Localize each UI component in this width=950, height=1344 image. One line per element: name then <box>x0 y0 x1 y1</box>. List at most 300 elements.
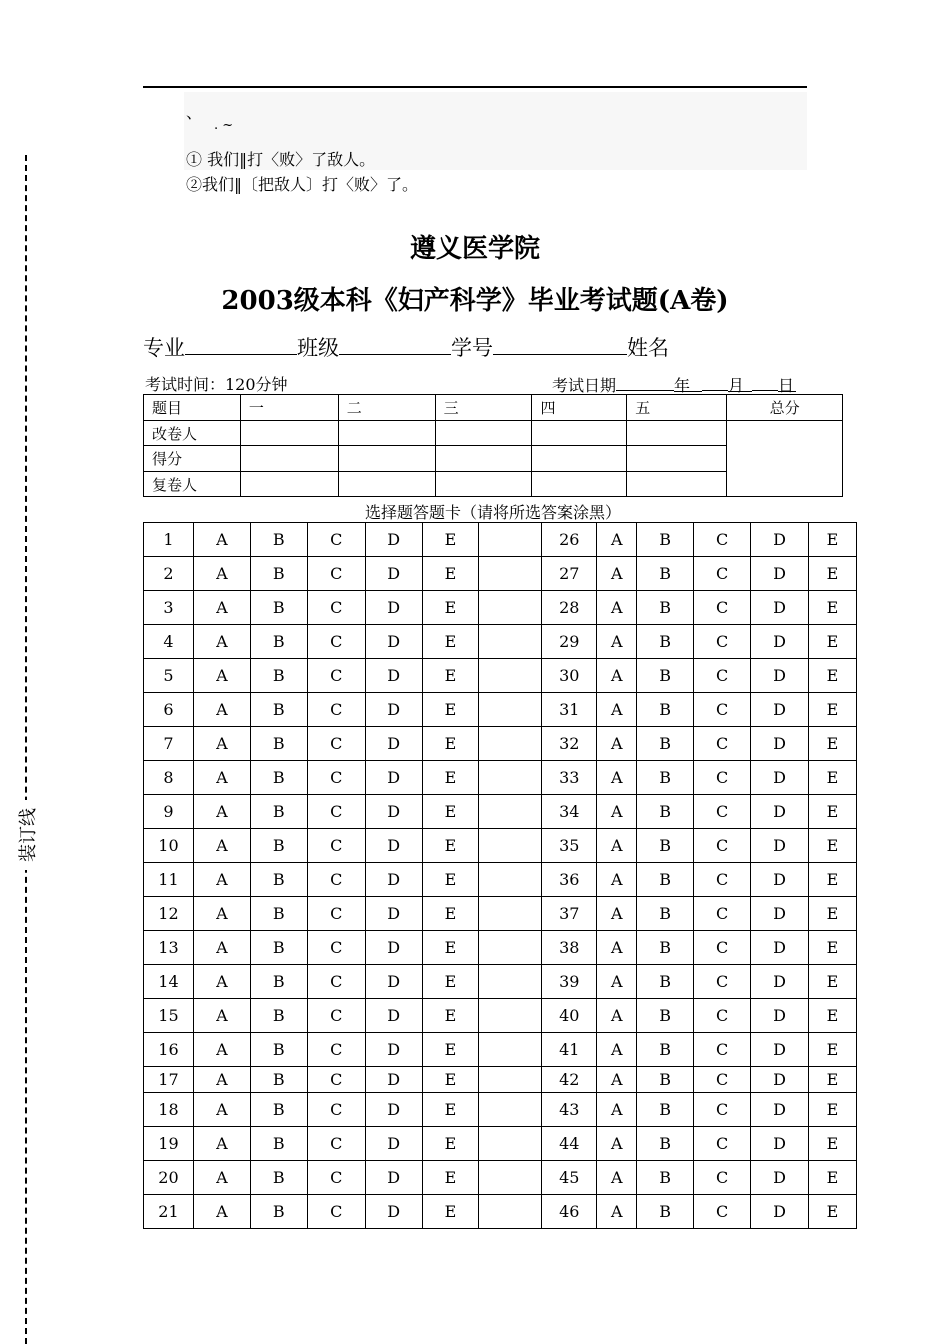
major-field[interactable] <box>185 332 297 355</box>
answer-option[interactable]: B <box>637 591 694 625</box>
answer-option[interactable]: C <box>307 897 365 931</box>
answer-option[interactable]: B <box>637 523 694 557</box>
score-cell[interactable] <box>240 421 338 446</box>
score-cell[interactable] <box>532 472 627 497</box>
answer-option[interactable]: C <box>694 1127 751 1161</box>
answer-option[interactable]: E <box>422 1161 479 1195</box>
score-cell[interactable] <box>435 421 532 446</box>
name-label: 姓名 <box>627 336 669 360</box>
question-number: 8 <box>144 761 194 795</box>
answer-option[interactable]: B <box>250 999 307 1033</box>
answer-option[interactable]: C <box>307 659 365 693</box>
answer-option[interactable]: E <box>422 1033 479 1067</box>
answer-option[interactable]: D <box>365 761 422 795</box>
answer-option[interactable]: A <box>193 829 250 863</box>
answer-option[interactable]: A <box>193 693 250 727</box>
answer-option[interactable]: E <box>808 1067 856 1093</box>
answer-row <box>144 863 857 897</box>
answer-gap-cell <box>479 999 542 1033</box>
question-number: 19 <box>144 1127 194 1161</box>
answer-option[interactable]: E <box>422 557 479 591</box>
answer-option[interactable]: E <box>808 1127 856 1161</box>
answer-option[interactable]: C <box>307 931 365 965</box>
question-number: 17 <box>144 1067 194 1093</box>
question-number: 37 <box>542 897 597 931</box>
answer-option[interactable]: B <box>250 863 307 897</box>
answer-option[interactable]: C <box>307 1033 365 1067</box>
answer-option[interactable]: C <box>694 999 751 1033</box>
answer-option[interactable]: D <box>751 1195 809 1229</box>
answer-option[interactable]: E <box>808 1033 856 1067</box>
answer-option[interactable]: C <box>694 897 751 931</box>
score-row-label: 改卷人 <box>144 421 241 446</box>
question-number: 34 <box>542 795 597 829</box>
answer-option[interactable]: C <box>694 931 751 965</box>
score-header: 题目 <box>144 395 241 421</box>
question-number: 3 <box>144 591 194 625</box>
answer-option[interactable]: C <box>307 523 365 557</box>
answer-option[interactable]: E <box>808 965 856 999</box>
score-cell[interactable] <box>532 421 627 446</box>
answer-option[interactable]: B <box>250 1033 307 1067</box>
answer-option[interactable]: C <box>694 1161 751 1195</box>
answer-option[interactable]: D <box>751 761 809 795</box>
exam-time: 考试时间：120分钟 <box>145 375 288 394</box>
question-number: 9 <box>144 795 194 829</box>
answer-option[interactable]: D <box>365 1127 422 1161</box>
score-cell[interactable] <box>240 472 338 497</box>
answer-option[interactable]: A <box>597 523 637 557</box>
day-label: 日 <box>778 373 796 392</box>
answer-option[interactable]: E <box>422 1093 479 1127</box>
answer-option[interactable]: A <box>597 795 637 829</box>
answer-option[interactable]: A <box>597 931 637 965</box>
answer-option[interactable]: E <box>422 523 479 557</box>
answer-option[interactable]: C <box>694 659 751 693</box>
answer-option[interactable]: B <box>250 931 307 965</box>
answer-row <box>144 1067 857 1093</box>
answer-option[interactable]: A <box>597 999 637 1033</box>
answer-option[interactable]: A <box>597 727 637 761</box>
answer-option[interactable]: E <box>808 1093 856 1127</box>
answer-option[interactable]: C <box>694 1093 751 1127</box>
answer-option[interactable]: A <box>193 523 250 557</box>
answer-option[interactable]: C <box>307 557 365 591</box>
note-mark: 、 <box>186 103 203 122</box>
answer-option[interactable]: E <box>422 1127 479 1161</box>
answer-option[interactable]: B <box>250 727 307 761</box>
answer-option[interactable]: D <box>365 727 422 761</box>
answer-row <box>144 1127 857 1161</box>
answer-option[interactable]: A <box>193 965 250 999</box>
answer-option[interactable]: A <box>597 1067 637 1093</box>
score-row <box>144 421 843 446</box>
answer-option[interactable]: D <box>365 999 422 1033</box>
student-id-field[interactable] <box>493 332 627 355</box>
question-number: 16 <box>144 1033 194 1067</box>
answer-option[interactable]: D <box>751 863 809 897</box>
exam-date-blank[interactable] <box>616 372 674 391</box>
question-number: 39 <box>542 965 597 999</box>
question-number: 4 <box>144 625 194 659</box>
answer-option[interactable]: B <box>250 1067 307 1093</box>
answer-row <box>144 829 857 863</box>
answer-option[interactable]: D <box>365 1067 422 1093</box>
answer-option[interactable]: C <box>307 727 365 761</box>
score-header: 一 <box>240 395 338 421</box>
score-cell[interactable] <box>627 446 727 472</box>
answer-option[interactable]: B <box>637 1033 694 1067</box>
answer-option[interactable]: D <box>751 829 809 863</box>
answer-option[interactable]: C <box>694 761 751 795</box>
answer-option[interactable]: D <box>365 965 422 999</box>
question-number: 15 <box>144 999 194 1033</box>
question-number: 18 <box>144 1093 194 1127</box>
answer-option[interactable]: C <box>307 625 365 659</box>
answer-option[interactable]: C <box>307 999 365 1033</box>
answer-option[interactable]: B <box>637 795 694 829</box>
answer-option[interactable]: A <box>193 1033 250 1067</box>
answer-option[interactable]: B <box>250 1127 307 1161</box>
year-month-gap[interactable] <box>702 372 728 391</box>
answer-option[interactable]: B <box>250 1161 307 1195</box>
answer-option[interactable]: E <box>808 795 856 829</box>
answer-option[interactable]: E <box>808 523 856 557</box>
answer-row <box>144 999 857 1033</box>
answer-option[interactable]: C <box>694 625 751 659</box>
binding-label-text: 装订线 <box>18 808 39 862</box>
student-id-label: 学号 <box>451 336 493 360</box>
answer-option[interactable]: A <box>193 999 250 1033</box>
answer-option[interactable]: D <box>751 965 809 999</box>
answer-option[interactable]: C <box>307 693 365 727</box>
answer-option[interactable]: A <box>193 931 250 965</box>
answer-option[interactable]: B <box>250 965 307 999</box>
answer-option[interactable]: D <box>365 523 422 557</box>
answer-option[interactable]: A <box>597 965 637 999</box>
answer-gap-cell <box>479 1093 542 1127</box>
answer-option[interactable]: A <box>597 1093 637 1127</box>
score-cell[interactable] <box>627 472 727 497</box>
answer-option[interactable]: B <box>637 1195 694 1229</box>
month-day-gap[interactable] <box>752 372 778 391</box>
answer-option[interactable]: C <box>694 1195 751 1229</box>
note-line-1: ① 我们‖打〈败〉了敌人。 <box>186 150 376 169</box>
answer-option[interactable]: A <box>597 693 637 727</box>
question-number: 41 <box>542 1033 597 1067</box>
answer-option[interactable]: D <box>751 1093 809 1127</box>
answer-gap-cell <box>479 591 542 625</box>
answer-option[interactable]: B <box>250 557 307 591</box>
answer-option[interactable]: D <box>751 523 809 557</box>
answer-option[interactable]: B <box>637 829 694 863</box>
answer-gap-cell <box>479 829 542 863</box>
answer-option[interactable]: D <box>365 625 422 659</box>
class-field[interactable] <box>339 332 451 355</box>
score-cell[interactable] <box>435 446 532 472</box>
answer-option[interactable]: D <box>365 591 422 625</box>
answer-gap-cell <box>479 1033 542 1067</box>
answer-row <box>144 1161 857 1195</box>
answer-option[interactable]: D <box>365 557 422 591</box>
answer-option[interactable]: E <box>422 591 479 625</box>
answer-row <box>144 693 857 727</box>
answer-option[interactable]: E <box>422 1067 479 1093</box>
answer-option[interactable]: E <box>422 965 479 999</box>
answer-option[interactable]: A <box>597 591 637 625</box>
answer-option[interactable]: A <box>597 1033 637 1067</box>
answer-option[interactable]: C <box>307 965 365 999</box>
answer-option[interactable]: A <box>597 863 637 897</box>
answer-option[interactable]: A <box>193 727 250 761</box>
answer-option[interactable]: E <box>422 727 479 761</box>
answer-option[interactable]: A <box>597 761 637 795</box>
answer-gap-cell <box>479 965 542 999</box>
answer-option[interactable]: D <box>365 1195 422 1229</box>
answer-option[interactable]: C <box>694 523 751 557</box>
answer-option[interactable]: B <box>637 557 694 591</box>
answer-row <box>144 795 857 829</box>
answer-option[interactable]: E <box>422 761 479 795</box>
answer-option[interactable]: B <box>637 761 694 795</box>
answer-option[interactable]: B <box>637 1161 694 1195</box>
answer-option[interactable]: B <box>250 761 307 795</box>
score-cell[interactable] <box>240 446 338 472</box>
question-number: 31 <box>542 693 597 727</box>
answer-option[interactable]: B <box>250 795 307 829</box>
answer-option[interactable]: B <box>637 659 694 693</box>
answer-option[interactable]: E <box>808 863 856 897</box>
answer-option[interactable]: A <box>193 1195 250 1229</box>
answer-option[interactable]: D <box>751 1161 809 1195</box>
score-row-label: 复卷人 <box>144 472 241 497</box>
answer-option[interactable]: D <box>365 1161 422 1195</box>
answer-option[interactable]: C <box>307 1093 365 1127</box>
answer-option[interactable]: E <box>808 693 856 727</box>
answer-option[interactable]: D <box>751 931 809 965</box>
answer-option[interactable]: A <box>597 829 637 863</box>
answer-option[interactable]: C <box>694 727 751 761</box>
answer-option[interactable]: D <box>365 931 422 965</box>
answer-option[interactable]: D <box>751 625 809 659</box>
score-cell[interactable] <box>338 446 435 472</box>
answer-option[interactable]: E <box>808 761 856 795</box>
answer-option[interactable]: D <box>751 1067 809 1093</box>
answer-option[interactable]: C <box>307 591 365 625</box>
total-score-cell[interactable] <box>727 421 843 497</box>
answer-option[interactable]: E <box>808 625 856 659</box>
question-number: 12 <box>144 897 194 931</box>
answer-option[interactable]: C <box>694 693 751 727</box>
answer-option[interactable]: B <box>637 863 694 897</box>
answer-option[interactable]: E <box>422 795 479 829</box>
answer-option[interactable]: C <box>307 829 365 863</box>
answer-option[interactable]: D <box>365 829 422 863</box>
answer-card-title: 选择题答题卡（请将所选答案涂黑） <box>364 503 621 522</box>
answer-option[interactable]: B <box>637 897 694 931</box>
answer-option[interactable]: C <box>307 1127 365 1161</box>
question-number: 27 <box>542 557 597 591</box>
answer-option[interactable]: C <box>694 795 751 829</box>
question-number: 10 <box>144 829 194 863</box>
answer-option[interactable]: D <box>365 795 422 829</box>
answer-option[interactable]: C <box>694 965 751 999</box>
answer-gap-cell <box>479 1195 542 1229</box>
answer-option[interactable]: E <box>422 829 479 863</box>
answer-option[interactable]: C <box>307 1161 365 1195</box>
answer-option[interactable]: C <box>307 795 365 829</box>
question-number: 6 <box>144 693 194 727</box>
answer-option[interactable]: D <box>751 727 809 761</box>
answer-option[interactable]: D <box>751 591 809 625</box>
answer-option[interactable]: C <box>694 557 751 591</box>
answer-option[interactable]: A <box>193 1067 250 1093</box>
answer-option[interactable]: B <box>637 693 694 727</box>
answer-option[interactable]: B <box>250 829 307 863</box>
score-cell[interactable] <box>338 421 435 446</box>
answer-option[interactable]: C <box>307 1067 365 1093</box>
major-label: 专业 <box>143 336 185 360</box>
answer-option[interactable]: D <box>365 1033 422 1067</box>
answer-option[interactable]: A <box>193 897 250 931</box>
answer-option[interactable]: D <box>365 897 422 931</box>
answer-option[interactable]: E <box>808 1161 856 1195</box>
answer-option[interactable]: E <box>808 829 856 863</box>
answer-option[interactable]: B <box>637 727 694 761</box>
answer-option[interactable]: C <box>694 591 751 625</box>
question-number: 32 <box>542 727 597 761</box>
answer-option[interactable]: E <box>808 931 856 965</box>
answer-option[interactable]: B <box>250 659 307 693</box>
answer-option[interactable]: C <box>307 761 365 795</box>
answer-option[interactable]: C <box>694 1033 751 1067</box>
answer-option[interactable]: B <box>637 931 694 965</box>
answer-option[interactable]: D <box>751 795 809 829</box>
question-number: 14 <box>144 965 194 999</box>
answer-option[interactable]: E <box>422 659 479 693</box>
answer-option[interactable]: B <box>250 693 307 727</box>
question-number: 20 <box>144 1161 194 1195</box>
month-label: 月 <box>728 373 752 392</box>
question-number: 21 <box>144 1195 194 1229</box>
answer-option[interactable]: A <box>597 1195 637 1229</box>
answer-option[interactable]: B <box>637 1067 694 1093</box>
answer-option[interactable]: B <box>637 1127 694 1161</box>
question-number: 45 <box>542 1161 597 1195</box>
answer-gap-cell <box>479 659 542 693</box>
answer-option[interactable]: B <box>637 625 694 659</box>
answer-option[interactable]: D <box>751 1033 809 1067</box>
answer-option[interactable]: C <box>694 829 751 863</box>
answer-option[interactable]: A <box>597 557 637 591</box>
score-cell[interactable] <box>338 472 435 497</box>
answer-option[interactable]: B <box>637 965 694 999</box>
answer-option[interactable]: B <box>250 523 307 557</box>
answer-option[interactable]: D <box>751 693 809 727</box>
answer-option[interactable]: D <box>751 999 809 1033</box>
answer-option[interactable]: E <box>422 863 479 897</box>
answer-option[interactable]: A <box>193 795 250 829</box>
answer-option[interactable]: D <box>365 863 422 897</box>
answer-option[interactable]: E <box>808 999 856 1033</box>
answer-option[interactable]: D <box>365 1093 422 1127</box>
answer-option[interactable]: B <box>250 1195 307 1229</box>
score-header: 二 <box>338 395 435 421</box>
answer-option[interactable]: E <box>422 693 479 727</box>
answer-option[interactable]: C <box>307 863 365 897</box>
score-cell[interactable] <box>627 421 727 446</box>
answer-option[interactable]: E <box>422 897 479 931</box>
answer-option[interactable]: E <box>808 659 856 693</box>
answer-row <box>144 727 857 761</box>
answer-option[interactable]: D <box>365 659 422 693</box>
answer-option[interactable]: A <box>193 761 250 795</box>
answer-option[interactable]: A <box>193 659 250 693</box>
answer-option[interactable]: B <box>250 897 307 931</box>
answer-option[interactable]: E <box>422 999 479 1033</box>
answer-option[interactable]: D <box>751 897 809 931</box>
score-cell[interactable] <box>435 472 532 497</box>
answer-option[interactable]: E <box>422 1195 479 1229</box>
answer-option[interactable]: A <box>193 625 250 659</box>
class-label: 班级 <box>297 336 339 360</box>
answer-option[interactable]: C <box>694 1067 751 1093</box>
answer-option[interactable]: E <box>808 727 856 761</box>
answer-option[interactable]: D <box>751 1127 809 1161</box>
question-number: 29 <box>542 625 597 659</box>
answer-row <box>144 965 857 999</box>
question-number: 28 <box>542 591 597 625</box>
answer-option[interactable]: E <box>422 931 479 965</box>
answer-option[interactable]: E <box>808 591 856 625</box>
answer-option[interactable]: A <box>193 1161 250 1195</box>
answer-gap-cell <box>479 863 542 897</box>
question-number: 5 <box>144 659 194 693</box>
answer-option[interactable]: A <box>597 1127 637 1161</box>
answer-option[interactable]: D <box>365 693 422 727</box>
answer-option[interactable]: B <box>250 591 307 625</box>
score-header-total: 总分 <box>727 395 843 421</box>
answer-option[interactable]: A <box>597 659 637 693</box>
answer-option[interactable]: A <box>193 1093 250 1127</box>
answer-option[interactable]: B <box>250 1093 307 1127</box>
score-header: 四 <box>532 395 627 421</box>
note-line-2: ②我们‖〔把敌人〕打〈败〉了。 <box>186 175 419 194</box>
answer-option[interactable]: D <box>751 659 809 693</box>
answer-row <box>144 625 857 659</box>
answer-option[interactable]: C <box>307 1195 365 1229</box>
answer-option[interactable]: A <box>597 1161 637 1195</box>
answer-option[interactable]: A <box>597 625 637 659</box>
answer-option[interactable]: B <box>250 625 307 659</box>
answer-option[interactable]: E <box>808 897 856 931</box>
answer-option[interactable]: A <box>193 863 250 897</box>
answer-option[interactable]: B <box>637 1093 694 1127</box>
answer-option[interactable]: E <box>808 557 856 591</box>
answer-option[interactable]: E <box>808 1195 856 1229</box>
answer-option[interactable]: D <box>751 557 809 591</box>
answer-option[interactable]: A <box>193 1127 250 1161</box>
answer-option[interactable]: B <box>637 999 694 1033</box>
answer-row <box>144 1195 857 1229</box>
answer-option[interactable]: E <box>422 625 479 659</box>
answer-card-table <box>143 522 857 1229</box>
score-cell[interactable] <box>532 446 627 472</box>
answer-option[interactable]: A <box>597 897 637 931</box>
answer-option[interactable]: A <box>193 557 250 591</box>
answer-option[interactable]: C <box>694 863 751 897</box>
answer-option[interactable]: A <box>193 591 250 625</box>
